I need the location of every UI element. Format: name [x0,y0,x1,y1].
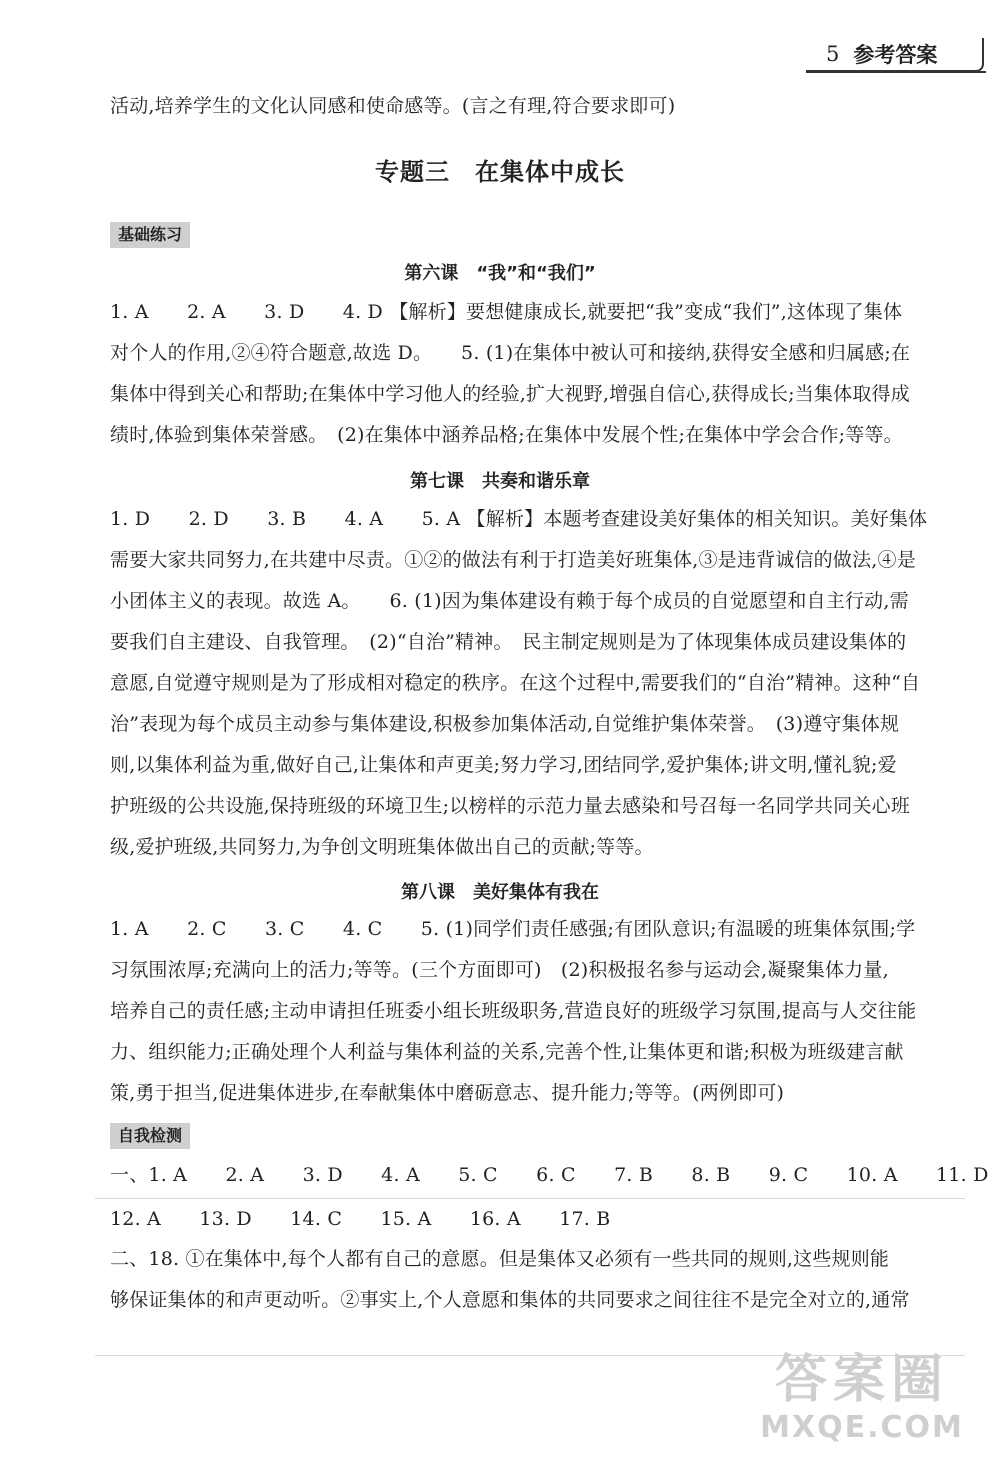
check-line: 12. A 13. D 14. C 15. A 16. A 17. B [110,1208,611,1230]
intro-line: 活动,培养学生的文化认同感和使命感等。(言之有理,符合要求即可) [110,95,676,117]
check-line: 够保证集体的和声更动听。②事实上,个人意愿和集体的共同要求之间往往不是完全对立的,通常 [110,1289,910,1311]
lesson7-line: 小团体主义的表现。故选 A。 6. (1)因为集体建设有赖于每个成员的自觉愿望和自主行动,需 [110,590,909,612]
lesson7-line: 则,以集体利益为重,做好自己,让集体和声更美;努力学习,团结同学,爱护集体;讲文明,懂礼貌;爱 [110,754,897,776]
lesson7-line: 治”表现为每个成员主动参与集体建设,积极参加集体活动,自觉维护集体荣誉。 (3)遵守集体规 [110,713,900,735]
lesson8-line: 培养自己的责任感;主动申请担任班委小组长班级职务,营造良好的班级学习氛围,提高与人交往能 [110,1000,917,1022]
check-line: 一、1. A 2. A 3. D 4. A 5. C 6. C 7. B 8. B 9. C 10. A 11. D [110,1164,989,1186]
lesson7-line: 护班级的公共设施,保持班级的环境卫生;以榜样的示范力量去感染和号召每一名同学共同关心班 [110,795,911,817]
lesson7-line: 级,爱护班级,共同努力,为争创文明班集体做出自己的贡献;等等。 [110,836,654,858]
page-number: 5 [826,42,840,66]
lesson7-line: 需要大家共同努力,在共建中尽责。①②的做法有利于打造美好班集体,③是违背诚信的做法,④是 [110,549,916,571]
watermark-logo [742,1349,982,1459]
lesson7-line: 要我们自主建设、自我管理。 (2)“自治”精神。 民主制定规则是为了体现集体成员建设集体的 [110,631,907,653]
section-label-basic: 基础练习 [110,222,190,248]
lesson-title-7: 第七课 共奏和谐乐章 [410,471,590,492]
watermark-bottom-text: MXQE.COM [760,1410,964,1445]
lesson8-line: 力、组织能力;正确处理个人利益与集体利益的关系,完善个性,让集体更和谐;积极为班级建言献 [110,1041,904,1063]
header-section-title: 参考答案 [853,42,938,67]
lesson8-line: 习氛围浓厚;充满向上的活力;等等。(三个方面即可) (2)积极报名参与运动会,凝聚集体力量, [110,959,889,981]
lesson6-line: 对个人的作用,②④符合题意,故选 D。 5. (1)在集体中被认可和接纳,获得安全感和归属感;在 [110,342,911,364]
lesson8-line: 1. A 2. C 3. C 4. C 5. (1)同学们责任感强;有团队意识;有温暖的班集体氛围;学 [110,918,916,940]
lesson7-line: 1. D 2. D 3. B 4. A 5. A 【解析】本题考查建设美好集体的相关知识。美好集体 [110,508,928,530]
topic-title: 专题三 在集体中成长 [375,158,625,186]
lesson6-line: 绩时,体验到集体荣誉感。 (2)在集体中涵养品格;在集体中发展个性;在集体中学会合作;等等。 [110,424,903,446]
check-line: 二、18. ①在集体中,每个人都有自己的意愿。但是集体又必须有一些共同的规则,这些规则能 [110,1248,890,1270]
lesson8-line: 策,勇于担当,促进集体进步,在奉献集体中磨砺意志、提升能力;等等。(两例即可) [110,1082,785,1104]
lesson6-line: 1. A 2. A 3. D 4. D 【解析】要想健康成长,就要把“我”变成“我们”,这体现了集体 [110,301,903,323]
lesson-title-8: 第八课 美好集体有我在 [401,882,599,903]
header-rule [806,71,986,73]
lesson-title-6: 第六课 “我”和“我们” [404,263,596,284]
lesson7-line: 意愿,自觉遵守规则是为了形成相对稳定的秩序。在这个过程中,需要我们的“自治”精神。这种“自 [110,672,921,694]
section-label-check: 自我检测 [110,1123,190,1149]
faint-divider [95,1198,965,1199]
page-header [806,38,984,72]
lesson6-line: 集体中得到关心和帮助;在集体中学习他人的经验,扩大视野,增强自信心,获得成长;当集体取得成 [110,383,910,405]
watermark-top-text: 答案圈 [774,1350,949,1410]
